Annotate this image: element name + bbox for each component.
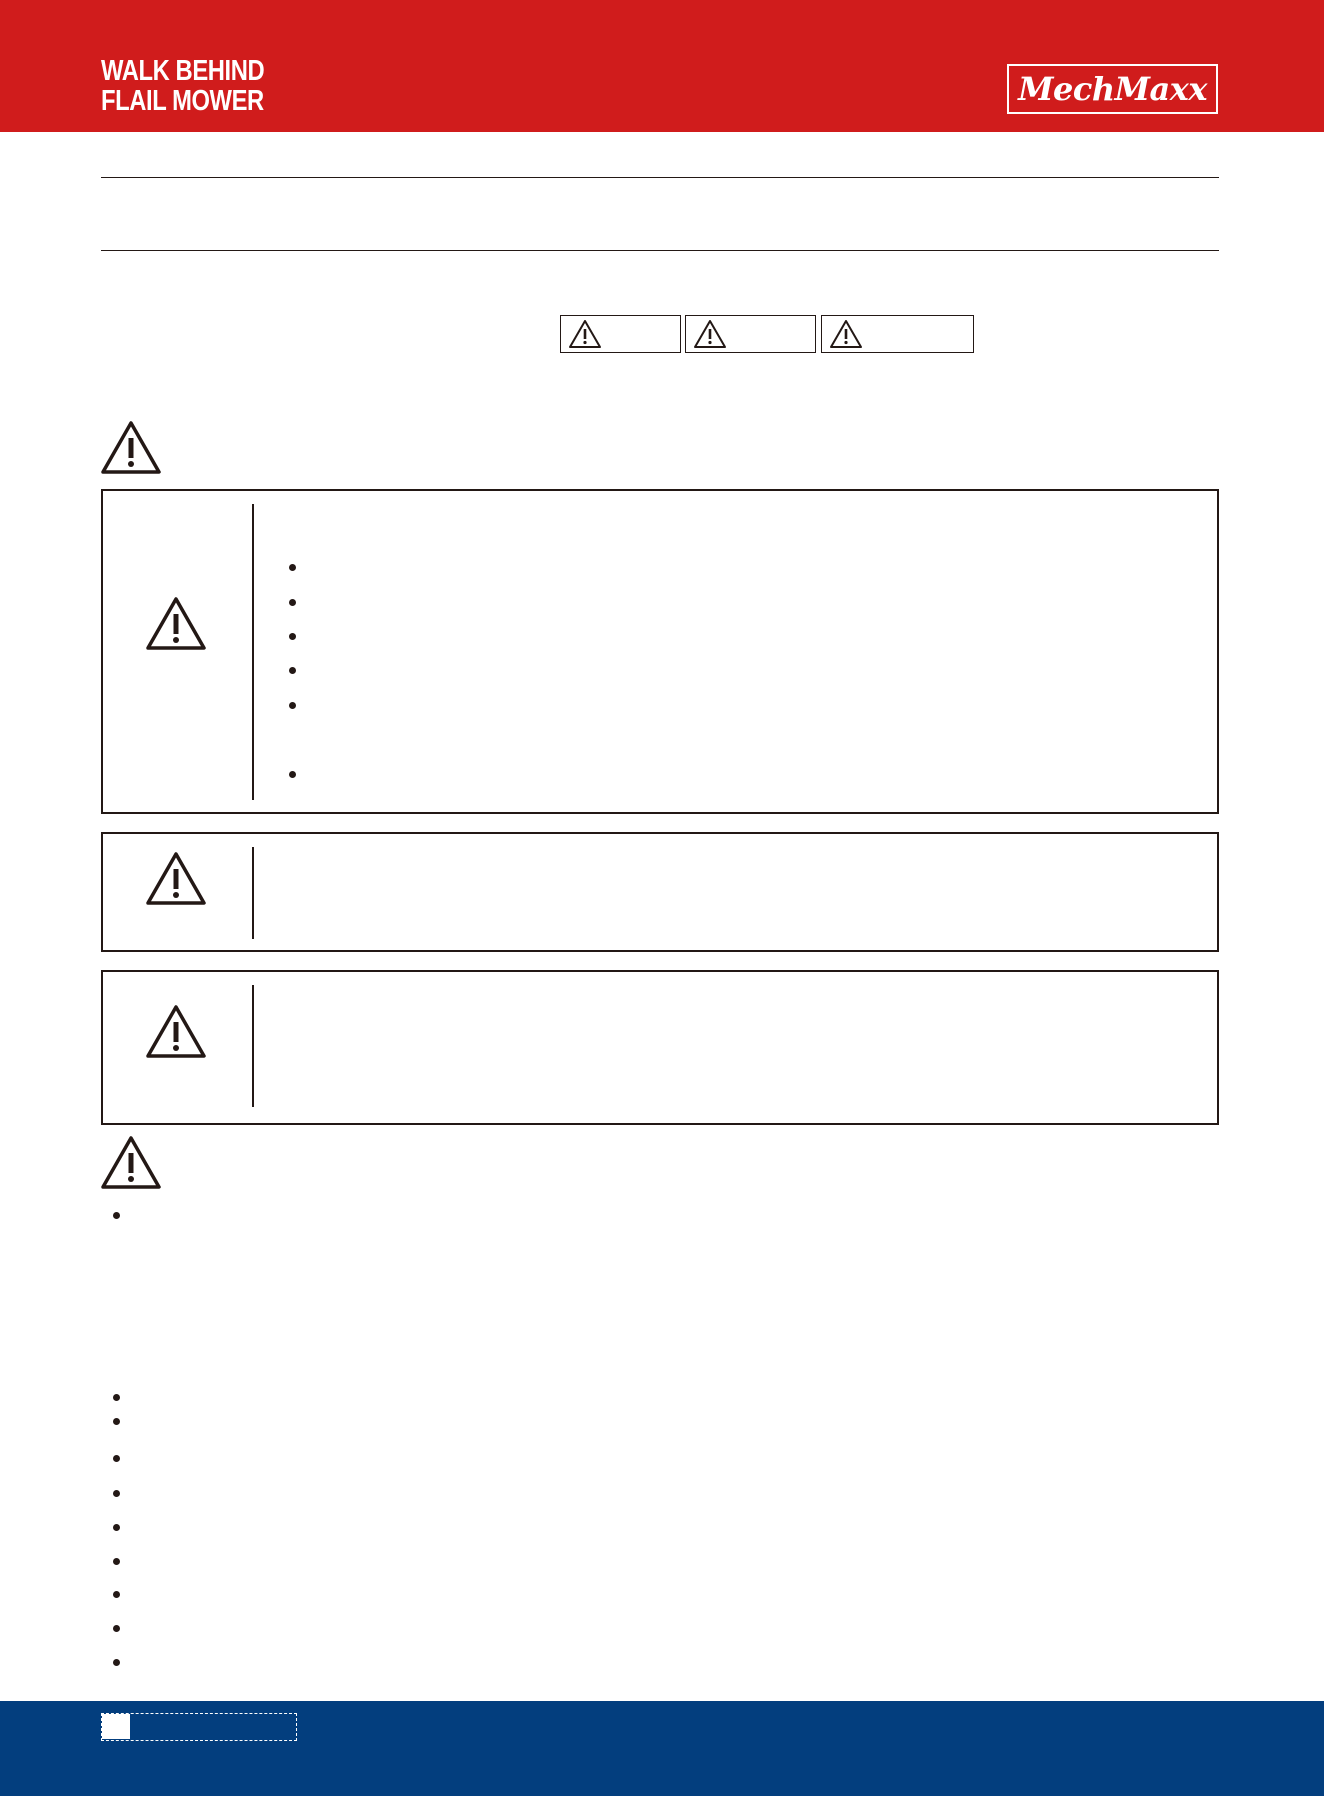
bullet-icon (289, 702, 296, 709)
bullet-icon (289, 667, 296, 674)
warning-panel-2 (101, 832, 1219, 952)
bullet-icon (113, 1394, 120, 1401)
warning-triangle-icon (829, 319, 863, 349)
warning-panel-1 (101, 489, 1219, 814)
bullet-icon (289, 771, 296, 778)
panel-divider (252, 985, 254, 1107)
warning-triangle-icon (145, 851, 207, 907)
signal-box-2 (685, 315, 816, 353)
bullet-icon (113, 1659, 120, 1666)
bullet-icon (289, 564, 296, 571)
warning-triangle-icon (693, 319, 727, 349)
panel-divider (252, 847, 254, 939)
warning-panel-3 (101, 970, 1219, 1125)
warning-triangle-icon (100, 420, 162, 476)
warning-triangle-icon (145, 1004, 207, 1060)
bullet-icon (113, 1558, 120, 1565)
bullet-icon (113, 1591, 120, 1598)
section-rule-top (101, 177, 1219, 178)
warning-triangle-icon (568, 319, 602, 349)
product-title-line1: WALK BEHIND (101, 55, 265, 87)
brand-logo: MechMaxx (1007, 64, 1218, 114)
bullet-icon (113, 1524, 120, 1531)
product-title (101, 56, 264, 116)
signal-box-1 (560, 315, 681, 353)
section-rule-bottom (101, 250, 1219, 251)
bullet-icon (113, 1625, 120, 1632)
header-bar (0, 0, 1324, 132)
warning-triangle-icon (145, 596, 207, 652)
bullet-icon (289, 633, 296, 640)
bullet-icon (113, 1490, 120, 1497)
warning-triangle-icon (100, 1135, 162, 1191)
bullet-icon (289, 599, 296, 606)
bullet-icon (113, 1455, 120, 1462)
signal-box-3 (821, 315, 974, 353)
page-number (102, 1714, 130, 1739)
page-number-tab (101, 1713, 297, 1741)
panel-divider (252, 504, 254, 800)
product-title-line2: FLAIL MOWER (101, 85, 264, 117)
bullet-icon (113, 1212, 120, 1219)
bullet-icon (113, 1418, 120, 1425)
